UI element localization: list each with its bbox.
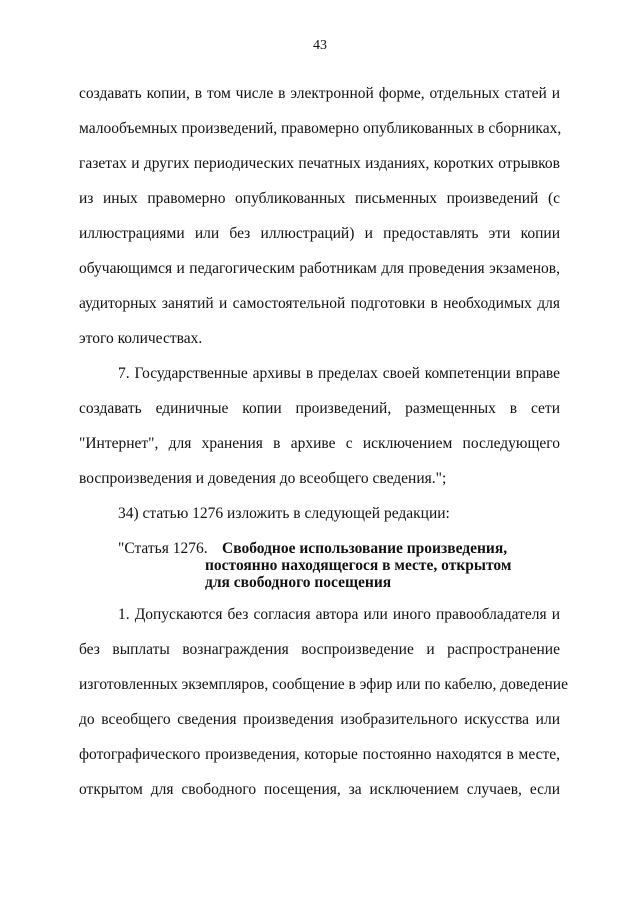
text-line: обучающимся и педагогическим работникам для проведения экзаменов, bbox=[79, 260, 560, 277]
article-heading-line1: Свободное использование произведения, bbox=[222, 540, 508, 557]
text-line: "Интернет", для хранения в архиве с исключением последующего bbox=[79, 435, 560, 452]
text-line: открытом для свободного посещения, за исключением случаев, если bbox=[79, 781, 560, 798]
paragraph-first-line: 1. Допускаются без согласия автора или иного правообладателя и bbox=[118, 606, 560, 623]
text-line: до всеобщего сведения произведения изобразительного искусства или bbox=[79, 711, 560, 728]
item-34: 34) статью 1276 изложить в следующей редакции: bbox=[118, 505, 450, 522]
text-line: воспроизведения и доведения до всеобщего сведения."; bbox=[79, 470, 447, 487]
text-line: иллюстрациями или без иллюстраций) и предоставлять эти копии bbox=[79, 225, 560, 242]
article-heading-line3: для свободного посещения bbox=[205, 574, 392, 591]
page-number: 43 bbox=[313, 38, 327, 53]
text-line: малообъемных произведений, правомерно опубликованных в сборниках, bbox=[79, 120, 562, 137]
text-line: из иных правомерно опубликованных письменных произведений (с bbox=[79, 190, 560, 207]
article-heading-title-line1 bbox=[222, 540, 507, 558]
text-line: аудиторных занятий и самостоятельной подготовки в необходимых для bbox=[79, 295, 560, 312]
text-line: фотографического произведения, которые постоянно находятся в месте, bbox=[79, 746, 560, 763]
text-line: без выплаты вознаграждения воспроизведение и распространение bbox=[79, 641, 560, 658]
text-line: создавать единичные копии произведений, размещенных в сети bbox=[79, 400, 560, 417]
article-heading-prefix: "Статья 1276. bbox=[118, 540, 208, 557]
article-heading-title-line2 bbox=[205, 557, 511, 575]
text-line: этого количествах. bbox=[79, 330, 203, 347]
article-heading-title-line3 bbox=[205, 574, 391, 592]
text-line: изготовленных экземпляров, сообщение в эфир или по кабелю, доведение bbox=[79, 676, 568, 693]
paragraph-first-line: 7. Государственные архивы в пределах своей компетенции вправе bbox=[118, 365, 560, 382]
text-line: создавать копии, в том числе в электронной форме, отдельных статей и bbox=[79, 85, 560, 102]
article-heading-line2: постоянно находящегося в месте, открытом bbox=[205, 557, 512, 574]
text-line: газетах и других периодических печатных изданиях, коротких отрывков bbox=[79, 155, 560, 172]
